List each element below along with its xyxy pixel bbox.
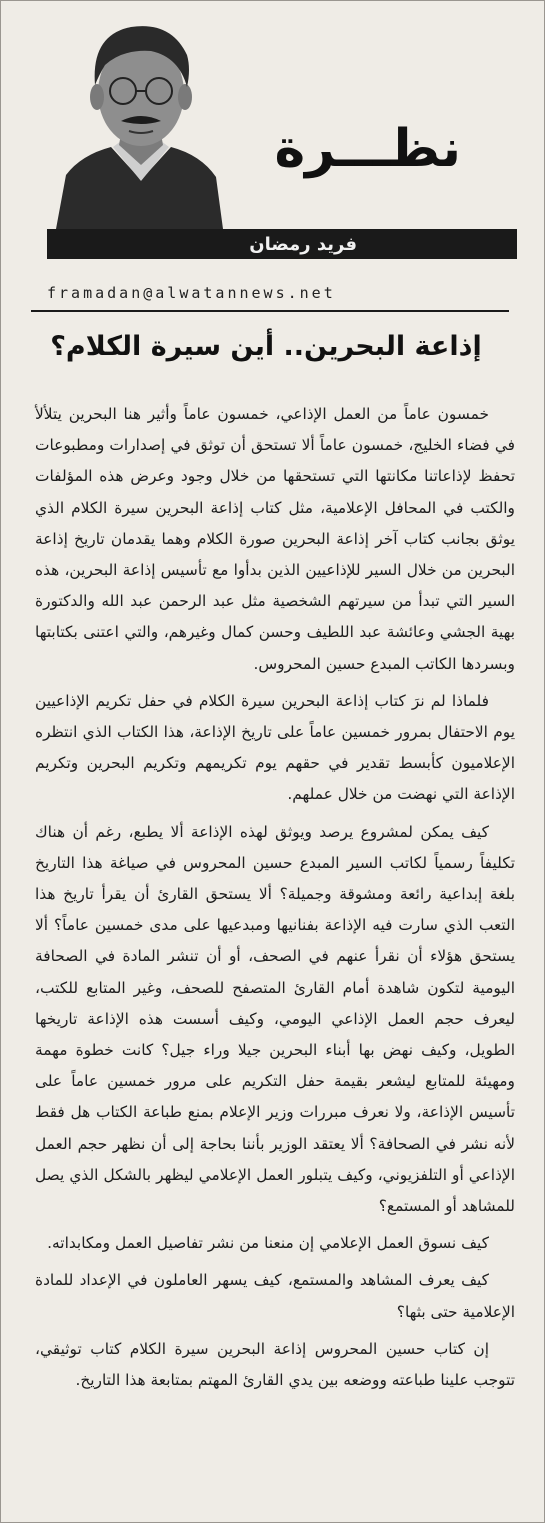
article-headline: إذاعة البحرين.. أين سيرة الكلام؟ (50, 331, 482, 362)
author-name-bar (47, 229, 517, 259)
article-paragraph: كيف يمكن لمشروع يرصد ويوثق لهذه الإذاعة ألا يطبع، رغم أن هناك تكليفاً رسمياً لكاتب السير المبدع حسين المحروس في صياغة هذا التاريخ بلغة إبداعية رائعة ومشوقة وجميلة؟ ألا يستحق القارئ أن يقرأ تاريخ هذا التعب الذي سارت فيه الإذاعة بفنانيها ومبدعيها على مدى خمسين عاماً؟ ألا يستحق هؤلاء أن نقرأ عنهم في الصحف، أو أن تنشر المادة في الصحافة اليومية لتكون شاهدة أمام القارئ المتصفح للصحف، وغير المتابع للكتب، ليعرف حجم العمل الإذاعي اليومي، وكيف أسست هذه الإذاعة تاريخها الطويل، وكيف نهض بها أبناء البحرين جيلا وراء جيل؟ كانت خطوة مهمة ومهيئة للمتابع ليشعر بقيمة حفل التكريم على مرور خمسين عاماً على تأسيس الإذاعة، ولا نعرف مبررات وزير الإعلام بمنع طباعة الكتاب هل فقط لأنه نشر في الصحافة؟ ألا يعتقد الوزير بأننا بحاجة إلى أن نظهر حجم العمل الإذاعي أو التلفزيوني، وكيف يتبلور العمل الإعلامي ليظهر بالشكل الذي يصل للمشاهد أو المستمع؟ (35, 822, 515, 1216)
author-portrait (51, 5, 231, 229)
article-paragraph: كيف يعرف المشاهد والمستمع، كيف يسهر العاملون في الإعداد للمادة الإعلامية حتى بثها؟ (35, 1271, 515, 1321)
author-name: فريد رمضان (249, 233, 357, 255)
column-title: نظـــرة (274, 119, 461, 179)
article-paragraph: فلماذا لم نرَ كتاب إذاعة البحرين سيرة الكلام في حفل تكريم الإذاعيين يوم الاحتفال بمرور خمسين عاماً على تاريخ الإذاعة، هذا الكتاب الذي انتظره الإعلاميون كأبسط تقدير في حقهم يوم تكريمهم وتكريم البحرين وتكريم الإذاعة التي نهضت من خلال عملهم. (35, 691, 515, 804)
article-body (35, 399, 515, 1402)
article-paragraph: خمسون عاماً من العمل الإذاعي، خمسون عاماً وأثير هنا البحرين يتلألأ في فضاء الخليج، خمسون عاماً ألا تستحق أن توثق في إصدارات ومطبوعات تحفظ لإذاعاتنا مكانتها التي تستحقها من خلال وجود وعرض هذه المؤلفات والكتب في المحافل الإعلامية، مثل كتاب إذاعة البحرين سيرة الكلام الذي يوثق بجانب كتاب آخر إذاعة البحرين صورة الكلام وهما يقدمان تاريخ إذاعة البحرين من خلال السير للإذاعيين الذين بدأوا مع تأسيس إذاعة البحرين، هذه السير التي تبدأ من سيرتهم الشخصية مثل عبد الرحمن عبد الله والدكتورة بهية الجشي وعائشة عبد اللطيف وحسن كمال وغيرهم، والتي اعتنى بكتابتها وبسردها الكاتب المبدع حسين المحروس. (35, 405, 515, 673)
column-header (1, 1, 545, 362)
article-paragraph: إن كتاب حسين المحروس إذاعة البحرين سيرة الكلام كتاب توثيقي، تتوجب علينا طباعته ووضعه بين يدي القارئ المهتم بمتابعة هذا التاريخ. (35, 1339, 515, 1390)
divider (31, 310, 509, 312)
author-email[interactable]: framadan@alwatannews.net (47, 284, 336, 302)
article-paragraph: كيف نسوق العمل الإعلامي إن منعنا من نشر تفاصيل العمل ومكابداته. (47, 1234, 489, 1253)
